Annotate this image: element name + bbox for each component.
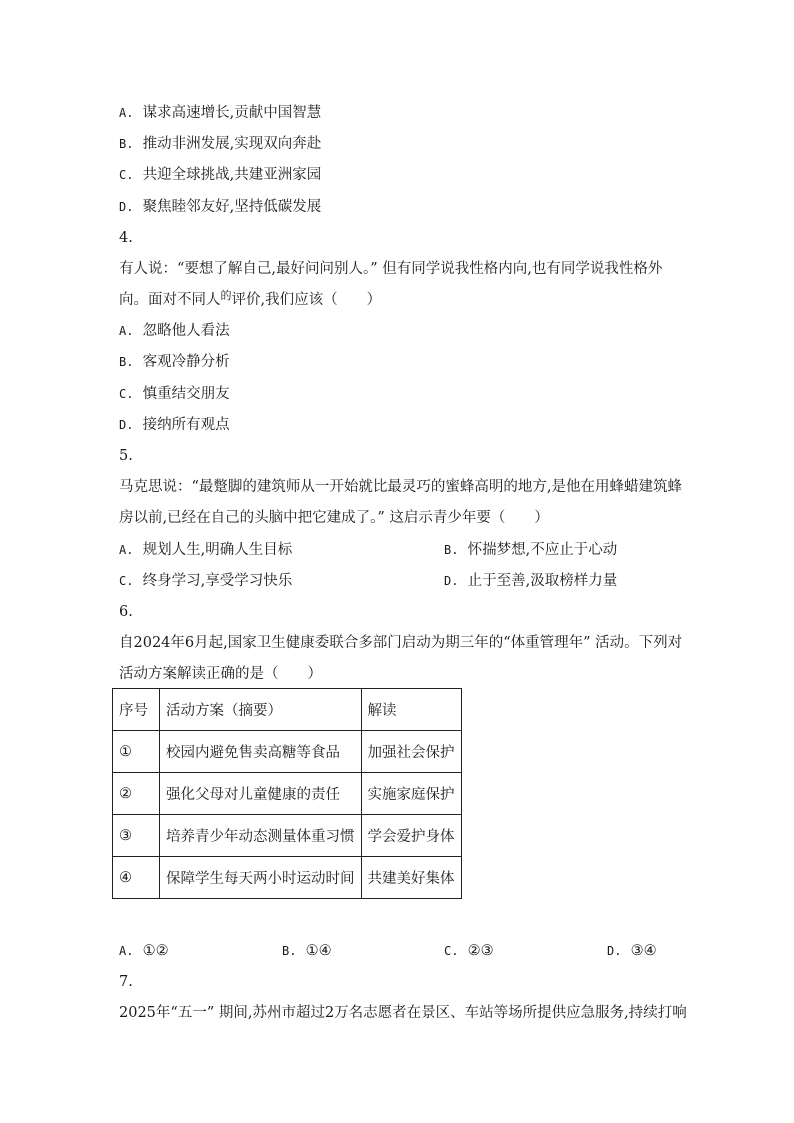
table-cell: ① — [113, 731, 160, 773]
table-cell: 学会爱护身体 — [361, 815, 461, 857]
table-row — [113, 815, 462, 857]
q6-option-d: D. ③④ — [607, 943, 657, 959]
q5-stem-line2: 房以前,已经在自己的头脑中把它建成了。” 这启示青少年要（ ） — [119, 510, 549, 526]
table-cell: 强化父母对儿童健康的责任 — [160, 773, 362, 815]
q6-option-c: C. ②③ — [444, 943, 494, 959]
q4-option-b: B. 客观冷静分析 — [119, 354, 230, 370]
table-cell: 保障学生每天两小时运动时间 — [160, 857, 362, 899]
q3-option-a: A. 谋求高速增长,贡献中国智慧 — [119, 105, 322, 121]
q7-stem-line1: 2025年“五一” 期间,苏州市超过2万名志愿者在景区、车站等场所提供应急服务,持续打响 — [119, 1005, 687, 1021]
q3-option-c-text: 共迎全球挑战,共建亚洲家园 — [142, 167, 322, 183]
activity-plan-table — [112, 688, 462, 899]
q3-option-d: D. 聚焦睦邻友好,坚持低碳发展 — [119, 199, 322, 215]
table-cell: 校园内避免售卖高糖等食品 — [160, 731, 362, 773]
q6-number: 6. — [119, 604, 133, 620]
table-header-row — [113, 689, 462, 731]
q5-option-b: B. 怀揣梦想,不应止于心动 — [444, 542, 618, 558]
q3-option-d-text: 聚焦睦邻友好,坚持低碳发展 — [142, 199, 322, 215]
q4-stem-line1: 有人说：“要想了解自己,最好问问别人。” 但有同学说我性格内向,也有同学说我性格外 — [119, 261, 663, 277]
q3-option-b-text: 推动非洲发展,实现双向奔赴 — [142, 136, 322, 152]
q3-option-a-text: 谋求高速增长,贡献中国智慧 — [142, 105, 322, 121]
table-cell: ② — [113, 773, 160, 815]
table-header-cell: 解读 — [361, 689, 461, 731]
q5-option-a: A. 规划人生,明确人生目标 — [119, 542, 293, 558]
table-cell: 加强社会保护 — [361, 731, 461, 773]
table-cell: 培养青少年动态测量体重习惯 — [160, 815, 362, 857]
q4-stem-line2: 向。面对不同人$^的$评价,我们应该（ ） — [119, 289, 382, 308]
table-row — [113, 731, 462, 773]
table-row — [113, 857, 462, 899]
q6-stem-line1: 自2024年6月起,国家卫生健康委联合多部门启动为期三年的“体重管理年” 活动。下列对 — [119, 635, 683, 651]
q4-option-d: D. 接纳所有观点 — [119, 417, 230, 433]
q5-number: 5. — [119, 448, 133, 464]
q3-option-b: B. 推动非洲发展,实现双向奔赴 — [119, 136, 322, 152]
table-row — [113, 773, 462, 815]
table-cell: ④ — [113, 857, 160, 899]
q7-number: 7. — [119, 974, 133, 990]
q5-stem-line1: 马克思说：“最蹩脚的建筑师从一开始就比最灵巧的蜜蜂高明的地方,是他在用蜂蜡建筑蜂 — [119, 479, 683, 495]
table-cell: ③ — [113, 815, 160, 857]
table-header-cell: 活动方案（摘要） — [160, 689, 362, 731]
q4-option-a: A. 忽略他人看法 — [119, 323, 230, 339]
q6-stem-line2: 活动方案解读正确的是（ ） — [119, 666, 322, 682]
q6-option-b: B. ①④ — [282, 943, 332, 959]
table-cell: 实施家庭保护 — [361, 773, 461, 815]
q5-option-c: C. 终身学习,享受学习快乐 — [119, 573, 293, 589]
q4-number: 4. — [119, 230, 133, 246]
q6-option-a: A. ①② — [119, 943, 169, 959]
table-cell: 共建美好集体 — [361, 857, 461, 899]
q4-option-c: C. 慎重结交朋友 — [119, 386, 230, 402]
table-header-cell: 序号 — [113, 689, 160, 731]
q5-option-d: D. 止于至善,汲取榜样力量 — [444, 573, 618, 589]
q3-option-c: C. 共迎全球挑战,共建亚洲家园 — [119, 167, 322, 183]
